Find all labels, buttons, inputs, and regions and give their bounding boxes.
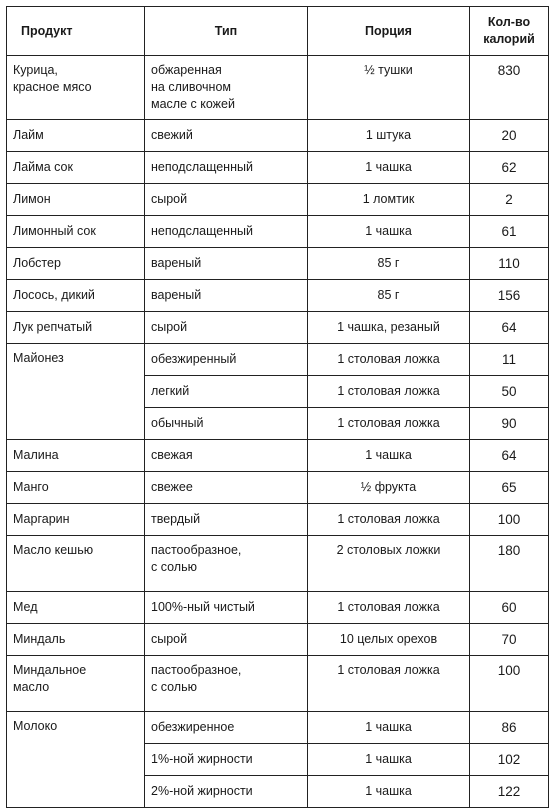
type-cell: 100%-ный чистый (145, 592, 308, 624)
table-row (7, 536, 549, 592)
product-cell: Миндаль (7, 624, 145, 656)
portion-cell: ½ фрукта (308, 472, 470, 504)
product-cell: Манго (7, 472, 145, 504)
product-cell: Лайма сок (7, 152, 145, 184)
type-cell: неподслащенный (145, 152, 308, 184)
portion-cell: 1 столовая ложка (308, 656, 470, 712)
calories-cell: 60 (470, 592, 549, 624)
calories-cell: 50 (470, 376, 549, 408)
portion-cell: 1 столовая ложка (308, 376, 470, 408)
type-cell (145, 56, 308, 120)
calories-cell: 86 (470, 712, 549, 744)
table-row (7, 312, 549, 344)
type-cell: 2%-ной жирности (145, 776, 308, 808)
type-cell: твердый (145, 504, 308, 536)
calories-cell: 100 (470, 504, 549, 536)
type-line: пастообразное, (151, 663, 242, 677)
type-line: обжаренная (151, 63, 222, 77)
portion-cell: 1 столовая ложка (308, 408, 470, 440)
calories-cell: 2 (470, 184, 549, 216)
type-cell: сырой (145, 312, 308, 344)
product-cell: Майонез (7, 344, 145, 440)
table-row (7, 656, 549, 712)
type-cell: обезжиренное (145, 712, 308, 744)
product-cell: Лайм (7, 120, 145, 152)
table-row (7, 184, 549, 216)
calories-cell: 100 (470, 656, 549, 712)
calorie-table (6, 6, 549, 808)
calories-cell: 70 (470, 624, 549, 656)
type-cell (145, 656, 308, 712)
product-cell: Лук репчатый (7, 312, 145, 344)
calories-cell: 102 (470, 744, 549, 776)
product-cell (7, 656, 145, 712)
type-cell: вареный (145, 248, 308, 280)
type-line: с солью (151, 680, 197, 694)
portion-cell: 1 столовая ложка (308, 592, 470, 624)
table-row (7, 472, 549, 504)
product-cell: Мед (7, 592, 145, 624)
portion-cell: 1 чашка (308, 776, 470, 808)
table-row (7, 120, 549, 152)
calories-cell: 830 (470, 56, 549, 120)
product-cell: Молоко (7, 712, 145, 808)
table-row (7, 504, 549, 536)
table-row (7, 248, 549, 280)
type-cell: 1%-ной жирности (145, 744, 308, 776)
portion-cell: 10 целых орехов (308, 624, 470, 656)
type-line: на сливочном (151, 80, 231, 94)
product-line: Курица, (13, 63, 58, 77)
table-row (7, 56, 549, 120)
table-row (7, 592, 549, 624)
table-row (7, 440, 549, 472)
portion-cell: 1 штука (308, 120, 470, 152)
type-cell: сырой (145, 184, 308, 216)
calories-cell: 180 (470, 536, 549, 592)
calories-cell: 20 (470, 120, 549, 152)
calories-cell: 11 (470, 344, 549, 376)
calories-cell: 110 (470, 248, 549, 280)
portion-cell: 85 г (308, 248, 470, 280)
calories-cell: 62 (470, 152, 549, 184)
header-calories-line: калорий (483, 32, 535, 46)
product-line: масло (13, 680, 50, 694)
calories-cell: 61 (470, 216, 549, 248)
table-row (7, 152, 549, 184)
table-row (7, 216, 549, 248)
portion-cell: 1 чашка (308, 216, 470, 248)
calories-cell: 64 (470, 440, 549, 472)
portion-cell: 1 чашка, резаный (308, 312, 470, 344)
type-line: масле с кожей (151, 97, 235, 111)
product-cell: Маргарин (7, 504, 145, 536)
type-cell: свежий (145, 120, 308, 152)
table-row (7, 280, 549, 312)
portion-cell: 1 чашка (308, 152, 470, 184)
portion-cell: 1 столовая ложка (308, 504, 470, 536)
type-cell: неподслащенный (145, 216, 308, 248)
type-cell: свежее (145, 472, 308, 504)
type-cell: сырой (145, 624, 308, 656)
product-line: красное мясо (13, 80, 92, 94)
product-cell: Малина (7, 440, 145, 472)
header-portion: Порция (308, 7, 470, 56)
calories-cell: 156 (470, 280, 549, 312)
type-cell (145, 536, 308, 592)
portion-cell: 1 чашка (308, 440, 470, 472)
header-calories (470, 7, 549, 56)
calories-cell: 65 (470, 472, 549, 504)
type-cell: вареный (145, 280, 308, 312)
type-cell: обезжиренный (145, 344, 308, 376)
portion-cell: 1 чашка (308, 712, 470, 744)
product-cell: Масло кешью (7, 536, 145, 592)
type-cell: свежая (145, 440, 308, 472)
portion-cell: 1 чашка (308, 744, 470, 776)
product-cell: Лосось, дикий (7, 280, 145, 312)
type-cell: легкий (145, 376, 308, 408)
calories-cell: 64 (470, 312, 549, 344)
portion-cell: ½ тушки (308, 56, 470, 120)
portion-cell: 2 столовых ложки (308, 536, 470, 592)
calories-cell: 90 (470, 408, 549, 440)
product-cell (7, 56, 145, 120)
table-row (7, 344, 549, 376)
product-cell: Лобстер (7, 248, 145, 280)
header-calories-line: Кол-во (487, 15, 531, 29)
header-row (7, 7, 549, 56)
table-row (7, 624, 549, 656)
product-line: Миндальное (13, 663, 87, 677)
calories-cell: 122 (470, 776, 549, 808)
product-cell: Лимонный сок (7, 216, 145, 248)
portion-cell: 85 г (308, 280, 470, 312)
type-cell: обычный (145, 408, 308, 440)
portion-cell: 1 ломтик (308, 184, 470, 216)
portion-cell: 1 столовая ложка (308, 344, 470, 376)
type-line: с солью (151, 560, 197, 574)
product-cell: Лимон (7, 184, 145, 216)
header-product: Продукт (7, 7, 145, 56)
type-line: пастообразное, (151, 543, 242, 557)
table-row (7, 712, 549, 744)
header-type: Тип (145, 7, 308, 56)
